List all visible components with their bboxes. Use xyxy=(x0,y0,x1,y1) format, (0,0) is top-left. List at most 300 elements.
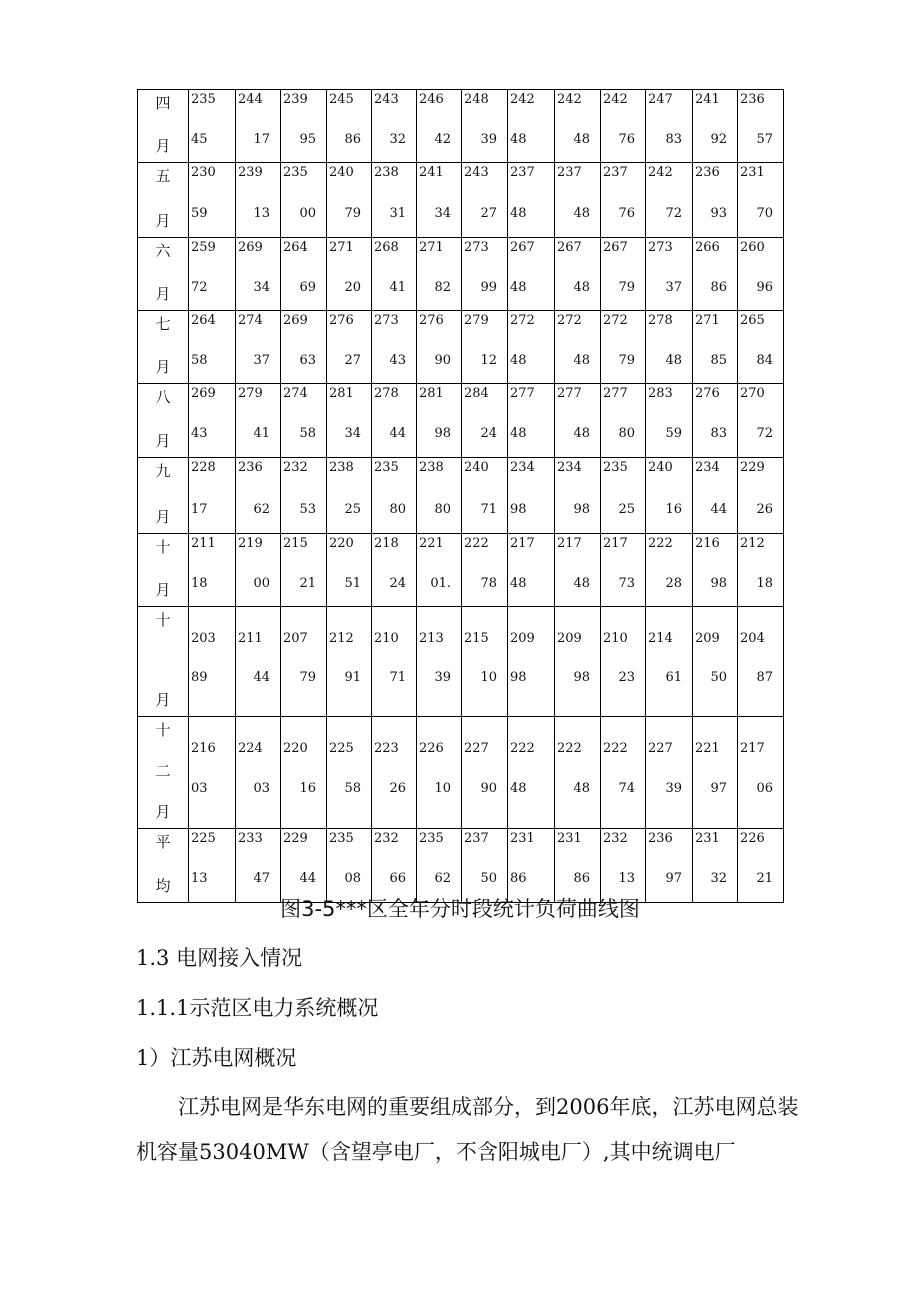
value-cell xyxy=(555,717,601,829)
value-cell xyxy=(646,384,693,458)
value-cell xyxy=(601,163,646,238)
value-lower: 48 xyxy=(510,353,527,368)
value-lower: 03 xyxy=(191,781,208,796)
value-lower: 00 xyxy=(299,206,316,221)
value-upper: 217 xyxy=(603,536,628,551)
value-cell xyxy=(646,607,693,717)
value-cell xyxy=(189,311,236,384)
value-upper: 210 xyxy=(603,631,628,646)
value-upper: 241 xyxy=(419,165,444,180)
value-cell xyxy=(601,90,646,163)
value-lower: 71 xyxy=(389,670,406,685)
value-cell xyxy=(738,163,784,238)
value-upper: 240 xyxy=(329,165,354,180)
value-lower: 89 xyxy=(191,670,208,685)
value-lower: 48 xyxy=(510,206,527,221)
value-upper: 226 xyxy=(419,741,444,756)
value-cell xyxy=(555,458,601,534)
value-cell xyxy=(693,534,738,607)
value-lower: 17 xyxy=(253,132,270,147)
value-cell xyxy=(372,384,417,458)
value-upper: 238 xyxy=(329,460,354,475)
value-upper: 277 xyxy=(557,386,582,401)
value-cell xyxy=(189,717,236,829)
value-lower: 48 xyxy=(510,781,527,796)
value-lower: 16 xyxy=(665,502,682,517)
value-lower: 10 xyxy=(434,781,451,796)
value-lower: 06 xyxy=(756,781,773,796)
value-cell xyxy=(693,90,738,163)
value-lower: 90 xyxy=(434,353,451,368)
value-lower: 72 xyxy=(191,280,208,295)
value-upper: 236 xyxy=(740,92,765,107)
value-cell xyxy=(417,311,462,384)
value-lower: 79 xyxy=(299,670,316,685)
value-cell xyxy=(189,829,236,903)
value-lower: 12 xyxy=(480,353,497,368)
value-cell xyxy=(462,717,508,829)
value-lower: 34 xyxy=(434,206,451,221)
value-lower: 85 xyxy=(710,353,727,368)
value-lower: 26 xyxy=(389,781,406,796)
value-upper: 243 xyxy=(374,92,399,107)
value-upper: 215 xyxy=(464,631,489,646)
value-cell xyxy=(417,458,462,534)
month-char: 月 xyxy=(155,137,171,155)
value-cell xyxy=(555,238,601,311)
table-row xyxy=(138,534,784,607)
value-lower: 57 xyxy=(756,132,773,147)
month-char: 月 xyxy=(155,358,171,376)
value-cell xyxy=(601,717,646,829)
value-lower: 79 xyxy=(618,280,635,295)
value-cell xyxy=(281,90,327,163)
value-lower: 42 xyxy=(434,132,451,147)
value-upper: 271 xyxy=(329,240,354,255)
value-lower: 98 xyxy=(710,576,727,591)
month-char: 十 xyxy=(155,611,171,629)
value-lower: 80 xyxy=(618,426,635,441)
value-upper: 246 xyxy=(419,92,444,107)
value-upper: 231 xyxy=(695,831,720,846)
value-lower: 43 xyxy=(389,353,406,368)
value-cell xyxy=(508,163,555,238)
month-char: 月 xyxy=(155,508,171,526)
value-upper: 209 xyxy=(557,631,582,646)
value-cell xyxy=(462,384,508,458)
value-cell xyxy=(738,458,784,534)
value-lower: 48 xyxy=(665,353,682,368)
value-lower: 83 xyxy=(710,426,727,441)
value-cell xyxy=(508,238,555,311)
value-lower: 37 xyxy=(253,353,270,368)
value-upper: 267 xyxy=(603,240,628,255)
value-cell xyxy=(236,90,281,163)
value-upper: 216 xyxy=(191,741,216,756)
value-upper: 222 xyxy=(510,741,535,756)
value-lower: 39 xyxy=(480,132,497,147)
value-lower: 48 xyxy=(573,576,590,591)
month-char: 十 xyxy=(155,538,171,556)
value-upper: 211 xyxy=(191,536,216,551)
month-cell xyxy=(138,607,189,717)
value-cell xyxy=(555,163,601,238)
value-upper: 269 xyxy=(191,386,216,401)
value-lower: 25 xyxy=(618,502,635,517)
month-char: 均 xyxy=(155,877,171,895)
value-cell xyxy=(508,607,555,717)
value-lower: 98 xyxy=(573,670,590,685)
value-cell xyxy=(601,311,646,384)
value-lower: 86 xyxy=(344,132,361,147)
value-upper: 229 xyxy=(283,831,308,846)
month-char: 二 xyxy=(155,762,171,780)
value-upper: 231 xyxy=(510,831,535,846)
table-row xyxy=(138,311,784,384)
value-upper: 230 xyxy=(191,165,216,180)
value-upper: 232 xyxy=(283,460,308,475)
value-upper: 242 xyxy=(603,92,628,107)
month-char: 月 xyxy=(155,803,171,821)
value-cell xyxy=(508,717,555,829)
value-cell xyxy=(281,311,327,384)
value-lower: 80 xyxy=(389,502,406,517)
value-cell xyxy=(693,384,738,458)
value-cell xyxy=(372,163,417,238)
value-upper: 226 xyxy=(740,831,765,846)
value-upper: 248 xyxy=(464,92,489,107)
value-cell xyxy=(372,458,417,534)
table-row xyxy=(138,384,784,458)
value-cell xyxy=(555,384,601,458)
value-lower: 91 xyxy=(344,670,361,685)
value-lower: 21 xyxy=(299,576,316,591)
month-cell xyxy=(138,717,189,829)
value-cell xyxy=(281,534,327,607)
value-upper: 229 xyxy=(740,460,765,475)
value-cell xyxy=(693,311,738,384)
value-upper: 264 xyxy=(283,240,308,255)
value-lower: 27 xyxy=(344,353,361,368)
value-cell xyxy=(236,238,281,311)
section-heading: 1.3 电网接入情况 xyxy=(136,946,303,970)
value-upper: 240 xyxy=(464,460,489,475)
value-cell xyxy=(236,458,281,534)
value-cell xyxy=(738,717,784,829)
value-lower: 39 xyxy=(434,670,451,685)
value-cell xyxy=(281,163,327,238)
value-cell xyxy=(417,90,462,163)
value-lower: 98 xyxy=(510,502,527,517)
month-cell xyxy=(138,163,189,238)
value-lower: 97 xyxy=(665,871,682,886)
value-upper: 272 xyxy=(510,313,535,328)
value-cell xyxy=(508,311,555,384)
value-upper: 209 xyxy=(510,631,535,646)
value-upper: 284 xyxy=(464,386,489,401)
table-row xyxy=(138,163,784,238)
value-upper: 278 xyxy=(374,386,399,401)
value-upper: 238 xyxy=(374,165,399,180)
value-cell xyxy=(693,238,738,311)
value-lower: 72 xyxy=(756,426,773,441)
value-upper: 242 xyxy=(648,165,673,180)
value-lower: 48 xyxy=(510,426,527,441)
value-lower: 96 xyxy=(756,280,773,295)
value-lower: 59 xyxy=(191,206,208,221)
value-cell xyxy=(693,458,738,534)
month-char: 四 xyxy=(155,94,171,112)
load-table xyxy=(137,89,784,903)
value-lower: 48 xyxy=(573,353,590,368)
value-lower: 44 xyxy=(389,426,406,441)
table-row xyxy=(138,829,784,903)
value-upper: 267 xyxy=(557,240,582,255)
value-lower: 48 xyxy=(573,206,590,221)
value-cell xyxy=(372,90,417,163)
value-cell xyxy=(189,163,236,238)
month-char: 九 xyxy=(155,462,171,480)
value-upper: 279 xyxy=(238,386,263,401)
value-lower: 03 xyxy=(253,781,270,796)
value-upper: 237 xyxy=(557,165,582,180)
value-lower: 53 xyxy=(299,502,316,517)
value-cell xyxy=(417,717,462,829)
value-cell xyxy=(555,829,601,903)
month-char: 月 xyxy=(155,212,171,230)
value-lower: 62 xyxy=(434,871,451,886)
value-lower: 58 xyxy=(191,353,208,368)
value-lower: 24 xyxy=(480,426,497,441)
value-upper: 234 xyxy=(510,460,535,475)
month-char: 平 xyxy=(155,833,171,851)
value-upper: 242 xyxy=(510,92,535,107)
value-upper: 228 xyxy=(191,460,216,475)
value-lower: 21 xyxy=(756,871,773,886)
value-upper: 273 xyxy=(464,240,489,255)
value-cell xyxy=(281,238,327,311)
value-upper: 266 xyxy=(695,240,720,255)
month-cell xyxy=(138,384,189,458)
value-lower: 00 xyxy=(253,576,270,591)
value-cell xyxy=(189,384,236,458)
value-upper: 236 xyxy=(238,460,263,475)
value-upper: 204 xyxy=(740,631,765,646)
value-upper: 273 xyxy=(648,240,673,255)
value-upper: 220 xyxy=(329,536,354,551)
value-lower: 83 xyxy=(665,132,682,147)
value-upper: 217 xyxy=(740,741,765,756)
body-paragraph: 江苏电网是华东电网的重要组成部分，到2006年底，江苏电网总装机容量53040MW（含望亭电厂，不含阳城电厂）,其中统调电厂 xyxy=(136,1095,799,1164)
value-lower: 72 xyxy=(665,206,682,221)
value-upper: 270 xyxy=(740,386,765,401)
month-char: 八 xyxy=(155,388,171,406)
value-upper: 221 xyxy=(695,741,720,756)
value-cell xyxy=(508,384,555,458)
value-lower: 86 xyxy=(710,280,727,295)
value-lower: 80 xyxy=(434,502,451,517)
value-lower: 17 xyxy=(191,502,208,517)
value-cell xyxy=(693,163,738,238)
value-lower: 76 xyxy=(618,132,635,147)
value-cell xyxy=(738,829,784,903)
value-lower: 41 xyxy=(389,280,406,295)
value-upper: 279 xyxy=(464,313,489,328)
value-cell xyxy=(372,534,417,607)
month-char: 十 xyxy=(155,721,171,739)
value-cell xyxy=(417,534,462,607)
value-upper: 276 xyxy=(329,313,354,328)
value-upper: 225 xyxy=(329,741,354,756)
value-cell xyxy=(738,90,784,163)
value-lower: 39 xyxy=(665,781,682,796)
value-upper: 240 xyxy=(648,460,673,475)
value-upper: 227 xyxy=(464,741,489,756)
value-lower: 74 xyxy=(618,781,635,796)
item-heading: 1）江苏电网概况 xyxy=(136,1046,297,1070)
month-char: 月 xyxy=(155,285,171,303)
value-cell xyxy=(189,90,236,163)
value-cell xyxy=(189,238,236,311)
table-row xyxy=(138,717,784,829)
value-lower: 44 xyxy=(299,871,316,886)
value-cell xyxy=(555,534,601,607)
month-cell xyxy=(138,90,189,163)
value-cell xyxy=(372,607,417,717)
value-cell xyxy=(462,90,508,163)
value-upper: 276 xyxy=(695,386,720,401)
value-lower: 86 xyxy=(573,871,590,886)
value-cell xyxy=(601,534,646,607)
value-cell xyxy=(646,90,693,163)
value-lower: 41 xyxy=(253,426,270,441)
value-upper: 225 xyxy=(191,831,216,846)
value-cell xyxy=(281,384,327,458)
value-cell xyxy=(327,458,372,534)
value-upper: 210 xyxy=(374,631,399,646)
value-upper: 217 xyxy=(557,536,582,551)
month-cell xyxy=(138,458,189,534)
value-lower: 43 xyxy=(191,426,208,441)
value-cell xyxy=(236,163,281,238)
value-upper: 243 xyxy=(464,165,489,180)
value-lower: 45 xyxy=(191,132,208,147)
value-upper: 217 xyxy=(510,536,535,551)
value-cell xyxy=(462,311,508,384)
value-cell xyxy=(281,607,327,717)
value-cell xyxy=(646,534,693,607)
value-cell xyxy=(738,607,784,717)
value-lower: 23 xyxy=(618,670,635,685)
value-cell xyxy=(693,607,738,717)
value-upper: 259 xyxy=(191,240,216,255)
value-lower: 63 xyxy=(299,353,316,368)
value-cell xyxy=(372,311,417,384)
value-cell xyxy=(327,238,372,311)
value-upper: 244 xyxy=(238,92,263,107)
value-cell xyxy=(555,90,601,163)
value-lower: 10 xyxy=(480,670,497,685)
table-row xyxy=(138,607,784,717)
value-upper: 232 xyxy=(374,831,399,846)
value-upper: 223 xyxy=(374,741,399,756)
value-lower: 48 xyxy=(573,781,590,796)
value-upper: 274 xyxy=(283,386,308,401)
value-cell xyxy=(327,384,372,458)
value-cell xyxy=(462,458,508,534)
value-upper: 235 xyxy=(191,92,216,107)
value-lower: 31 xyxy=(389,206,406,221)
value-cell xyxy=(189,607,236,717)
value-lower: 59 xyxy=(665,426,682,441)
value-lower: 01. xyxy=(430,576,451,591)
value-cell xyxy=(417,607,462,717)
value-cell xyxy=(462,163,508,238)
value-upper: 272 xyxy=(557,313,582,328)
value-upper: 222 xyxy=(557,741,582,756)
value-lower: 13 xyxy=(191,871,208,886)
value-cell xyxy=(372,238,417,311)
value-cell xyxy=(189,458,236,534)
value-cell xyxy=(372,717,417,829)
value-lower: 87 xyxy=(756,670,773,685)
value-lower: 20 xyxy=(344,280,361,295)
value-upper: 274 xyxy=(238,313,263,328)
value-lower: 16 xyxy=(299,781,316,796)
value-upper: 272 xyxy=(603,313,628,328)
value-cell xyxy=(646,311,693,384)
value-cell xyxy=(693,829,738,903)
value-lower: 98 xyxy=(434,426,451,441)
value-lower: 13 xyxy=(253,206,270,221)
value-lower: 48 xyxy=(573,280,590,295)
month-cell xyxy=(138,238,189,311)
value-lower: 79 xyxy=(344,206,361,221)
value-upper: 247 xyxy=(648,92,673,107)
value-lower: 76 xyxy=(618,206,635,221)
value-upper: 235 xyxy=(603,460,628,475)
value-upper: 269 xyxy=(283,313,308,328)
value-upper: 231 xyxy=(557,831,582,846)
value-upper: 221 xyxy=(419,536,444,551)
value-lower: 98 xyxy=(510,670,527,685)
value-cell xyxy=(555,311,601,384)
value-lower: 73 xyxy=(618,576,635,591)
value-lower: 48 xyxy=(510,132,527,147)
value-upper: 209 xyxy=(695,631,720,646)
value-upper: 224 xyxy=(238,741,263,756)
value-lower: 50 xyxy=(710,670,727,685)
month-char: 五 xyxy=(155,167,171,185)
value-upper: 236 xyxy=(648,831,673,846)
value-upper: 271 xyxy=(695,313,720,328)
subsection-heading: 1.1.1示范区电力系统概况 xyxy=(136,996,379,1020)
figure-caption: 图3-5***区全年分时段统计负荷曲线图 xyxy=(280,897,640,921)
month-char: 月 xyxy=(155,691,171,709)
value-cell xyxy=(462,238,508,311)
value-lower: 92 xyxy=(710,132,727,147)
value-upper: 216 xyxy=(695,536,720,551)
value-upper: 237 xyxy=(464,831,489,846)
value-lower: 95 xyxy=(299,132,316,147)
value-upper: 222 xyxy=(648,536,673,551)
value-lower: 26 xyxy=(756,502,773,517)
value-cell xyxy=(738,534,784,607)
value-lower: 48 xyxy=(573,426,590,441)
value-cell xyxy=(417,829,462,903)
value-cell xyxy=(508,458,555,534)
value-cell xyxy=(462,534,508,607)
